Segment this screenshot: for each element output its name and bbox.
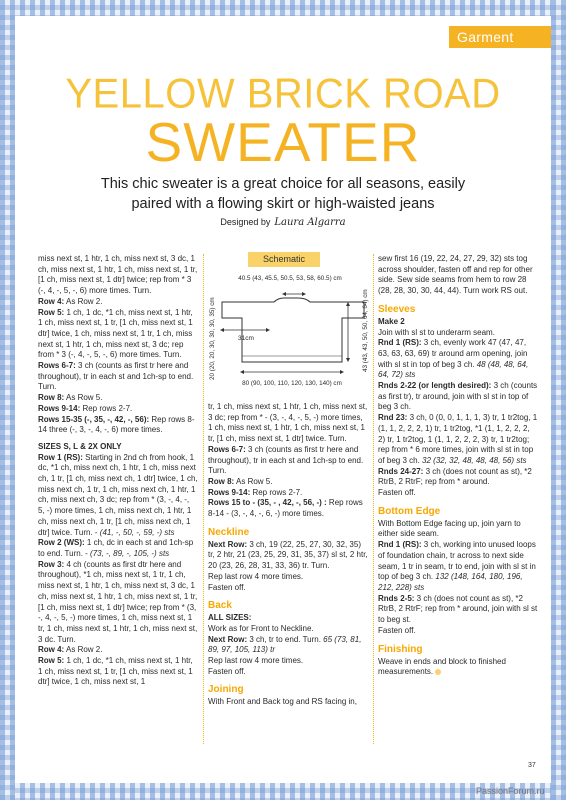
schematic-sleeve: 31cm [238, 335, 254, 342]
back-heading: Back [208, 600, 232, 612]
joining-heading: Joining [208, 684, 244, 696]
paragraph: Row 5: 1 ch, 1 dc, *1 ch, miss next st, 1 htr, 1 ch, miss next st, 1 tr, [1 ch, miss next st, 1 dtr] twice, 1 ch, miss next st, 1 tr, 1 ch, miss next st, 1 htr, 1 ch, miss next st, 3 dc; rep from * 3 (-, 4, -, 5, -, 6) more times. Turn. [38, 307, 193, 360]
paragraph: Rows 6-7: 3 ch (counts as first tr here and throughout), tr in each st and 1ch-sp to end. Turn. [38, 361, 194, 392]
paragraph: Fasten off. [378, 488, 416, 498]
paragraph: Rnds 2-5: 3 ch (does not count as st), *2 RtrB, 2 RtrF; rep from * around, join with sl st to beg st. [378, 593, 538, 625]
paragraph: sew first 16 (19, 22, 24, 27, 29, 32) sts tog across shoulder, fasten off and rep for other side. Sew side seams from hem to row 28 (28, 28, 30, 30, 44, 44). Turn work RS out. [378, 254, 533, 296]
pattern-column-1 [38, 254, 198, 688]
paragraph: miss next st, 1 htr, 1 ch, miss next st, 3 dc, 1 ch, miss next st, 1 htr, 1 ch, miss next st, 1 tr, [1 ch, miss next st, 1 dtr] twice; rep from * 3 (-, 4, -, 5, -, 6) more times. Turn. [38, 254, 198, 296]
end-dot-icon [435, 669, 441, 675]
neckline-heading: Neckline [208, 526, 250, 538]
pattern-column-2 [208, 402, 368, 708]
paragraph: Rows 15-35 (-, 35, -, 42, -, 56): Rep rows 8-14 three (-, 3, -, 4, -, 6) more times. [38, 414, 195, 435]
section-badge: Garment [449, 26, 551, 48]
paragraph: Rnds 2-22 (or length desired): 3 ch (counts as first tr), tr around, join with sl st in top of beg 3 ch. [378, 381, 538, 412]
paragraph: Rows 9-14: Rep rows 2-7. [208, 487, 303, 497]
paragraph: Work as for Front to Neckline. [208, 623, 314, 633]
paragraph: Row 2 (WS): 1 ch, dc in each st and 1ch-sp to end. Turn. - (73, -, 89, -, 105, -) sts [38, 538, 194, 558]
paragraph: Rnd 1 (RS): 3 ch, working into unused loops of foundation chain, tr across to next side seam, 1 tr in seam, tr to end, join with sl st in top of beg 3 ch. 132 (148, 164, 180, 196, 212, 228) sts [378, 540, 536, 592]
gingham-border-top [0, 0, 566, 16]
paragraph: Next Row: 3 ch, 19 (22, 25, 27, 30, 32, 35) tr, 2 htr, 21 (23, 25, 29, 31, 35, 37) sl st, 2 htr, 20 (23, 26, 28, 31, 33, 36) tr. Turn. [208, 539, 368, 571]
paragraph: Weave in ends and block to finished measurements. [378, 656, 506, 677]
paragraph: Rows 15 to - (35, - , 42, -, 56, -) : Rep rows 8-14 - (3, -, 4, -, 6, -) more times. [208, 498, 363, 519]
schematic-width-top: 40.5 (43, 45.5, 50.5, 53, 58, 60.5) cm [238, 275, 342, 282]
paragraph: tr, 1 ch, miss next st, 1 htr, 1 ch, miss next st, 3 dc; rep from * - (3, -, 4, -, 5, -) more times, 1 ch, miss next st, 1 htr, 1 ch, miss next st, 1 tr, [1 ch, miss next st, 1 dtr] twice. Turn. [208, 402, 368, 444]
schematic-label: Schematic [248, 252, 320, 267]
paragraph: Rows 9-14: Rep rows 2-7. [38, 403, 133, 413]
finishing-heading: Finishing [378, 643, 423, 655]
paragraph: Row 8: As Row 5. [38, 393, 103, 403]
paragraph: Row 4: As Row 2. [38, 645, 103, 655]
paragraph: Fasten off. [378, 625, 416, 635]
paragraph: Next Row: 3 ch, tr to end. Turn. 65 (73, 81, 89, 97, 105, 113) tr [208, 634, 362, 655]
paragraph: Row 4: As Row 2. [38, 296, 103, 306]
paragraph: With Front and Back tog and RS facing in, [208, 697, 357, 707]
column-divider-1 [203, 254, 204, 744]
paragraph: With Bottom Edge facing up, join yarn to either side seam. [378, 518, 521, 539]
paragraph: Join with sl st to underarm seam. [378, 327, 495, 337]
site-watermark: PassionForum.ru [476, 786, 545, 796]
paragraph: Rep last row 4 more times. [208, 656, 304, 666]
title-line-1: YELLOW BRICK ROAD [65, 70, 501, 118]
subtitle: This chic sweater is a great choice for all seasons, easily paired with a flowing skirt or high-waisted jeans [100, 176, 466, 212]
paragraph: Fasten off. [208, 582, 246, 592]
pattern-column-3 [378, 254, 538, 678]
paragraph: Rows 6-7: 3 ch (counts as first tr here and throughout), tr in each st and 1ch-sp to end. Turn. [208, 444, 364, 476]
paragraph: Make 2 [378, 316, 405, 326]
page-number: 37 [528, 762, 536, 769]
schematic-right-vertical: 43 (43, 43, 50, 50, 64, 64) cm [362, 289, 369, 372]
designer-name: Laura Algarra [274, 217, 346, 228]
paragraph: Fasten off. [208, 666, 246, 676]
paragraph: Rnds 24-27: 3 ch (does not count as st), *2 RtrB, 2 RtrF; rep from * around. [378, 466, 532, 487]
paragraph: Row 5: 1 ch, 1 dc, *1 ch, miss next st, 1 htr, 1 ch, miss next st, 1 tr, [1 ch, miss next st, 1 dtr] twice, 1 ch, miss next st, 1 [38, 656, 193, 687]
sizes-heading: SIZES S, L & 2X ONLY [38, 441, 122, 451]
designer-credit [0, 217, 566, 228]
bottom-edge-heading: Bottom Edge [378, 505, 441, 517]
paragraph: Rnd 23: 3 ch, 0 (0, 0, 1, 1, 1, 3) tr, 1 tr2tog, 1 (1, 1, 2, 2, 2, 1) tr, 1 tr2tog, *1 (1, 1, 2, 2, 2, 2) tr, 1 tr2tog, 1 (1, 1, 2, 2, 2, 3) tr, 1 tr2tog; rep from * 6 more times, join with sl st in top of beg 3 ch. 32 (32, 32, 48, 48, 48, 56) sts [378, 413, 538, 465]
paragraph: Rnd 1 (RS): 3 ch, evenly work 47 (47, 47, 63, 63, 63, 69) tr around arm opening, join with sl st in top of beg 3 ch. 48 (48, 48, 64, 64, 72) sts [378, 338, 529, 380]
designed-by-label: Designed by [220, 217, 271, 227]
title-line-2: SWEATER [145, 111, 421, 173]
schematic-bottom: 80 (90, 100, 110, 120, 130, 140) cm [242, 380, 342, 387]
paragraph: Rep last row 4 more times. [208, 571, 304, 581]
schematic-left-vertical: 20 (20, 20, 30, 30, 30, 35) cm [209, 297, 216, 380]
paragraph: ALL SIZES: [208, 613, 252, 623]
paragraph: Row 3: 4 ch (counts as first dtr here and throughout), *1 ch, miss next st, 1 tr, 1 ch, miss next st, 1 htr, 1 ch, miss next st, 3 dc, 1 ch, miss next st, 1 htr, 1 ch, miss next st, 1 tr, [1 ch, miss next st, 1 dtr] twice; rep from * (3, -, 4, -, 5, -) more times, 1 ch, miss next st, 1 tr, 1 ch, miss next st, 1 htr, 1 ch, miss next st, 3 dc. Turn. [38, 559, 198, 644]
sleeves-heading: Sleeves [378, 303, 416, 315]
column-divider-2 [373, 254, 374, 744]
sweater-schematic [206, 268, 372, 396]
paragraph: Row 8: As Row 5. [208, 476, 273, 486]
paragraph: Row 1 (RS): Starting in 2nd ch from hook, 1 dc, *1 ch, miss next ch, 1 htr, 1 ch, miss next ch, 1 tr, [1 ch, miss next ch, 1 dtr] twice, 1 ch, miss next ch, 1 tr, 1 ch, miss next ch, 1 htr, 1 ch, miss next ch, 3 dc; rep from * (3, -, 4, -, 5, -) more times, 1 ch, miss next ch, 1 htr, 1 ch, miss next ch, 1 tr, [1 ch, miss next ch, 1 dtr] twice. Turn. - (41, -, 50, -, 59, -) sts [38, 452, 198, 537]
